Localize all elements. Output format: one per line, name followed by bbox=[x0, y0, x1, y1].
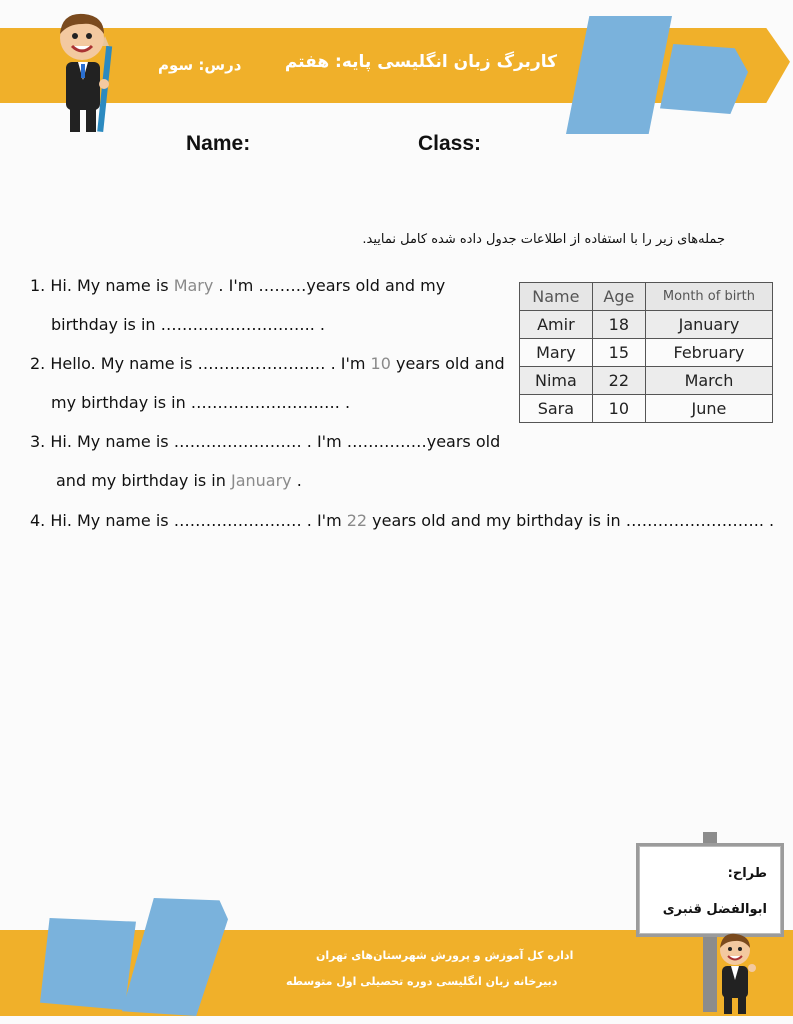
table-cell: 15 bbox=[592, 339, 645, 367]
sentence-3-line-2 bbox=[56, 471, 302, 490]
table-cell: 22 bbox=[592, 367, 645, 395]
info-table bbox=[519, 282, 773, 423]
sentence-text: and my birthday is in bbox=[56, 471, 231, 490]
sentence-text: 4. Hi. My name is …………………… . I'm bbox=[30, 511, 347, 530]
name-field-label: Name: bbox=[186, 132, 251, 155]
sentence-text: years old and my birthday is in …………………….. . bbox=[367, 511, 775, 530]
sentence-text: years old and bbox=[390, 354, 505, 373]
given-month: January bbox=[230, 471, 292, 490]
footer-tag-left bbox=[40, 918, 136, 1010]
class-field-label: Class: bbox=[418, 132, 482, 155]
sentence-4 bbox=[30, 511, 774, 530]
table-cell: 10 bbox=[592, 395, 645, 423]
column-header: Name bbox=[520, 283, 593, 311]
worksheet-title: کاربرگ زبان انگلیسی پایه: هفتم bbox=[284, 52, 557, 72]
table-cell: June bbox=[645, 395, 772, 423]
table-cell: Mary bbox=[520, 339, 593, 367]
sentence-2-line-1 bbox=[30, 354, 505, 373]
column-header: Age bbox=[592, 283, 645, 311]
sentence-text: . I'm ………years old and my bbox=[213, 276, 446, 295]
sentence-1-line-2: birthday is in ……………………….. . bbox=[51, 315, 325, 334]
table-cell: Sara bbox=[520, 395, 593, 423]
instruction-text: جمله‌های زیر را با استفاده از اطلاعات جدول داده شده کامل نمایید. bbox=[362, 232, 725, 247]
lesson-label: درس: سوم bbox=[158, 56, 242, 74]
table-row bbox=[520, 311, 773, 339]
given-age: 10 bbox=[370, 354, 391, 373]
teacher-with-pencil-icon bbox=[44, 6, 124, 136]
header-tag-small bbox=[660, 44, 748, 114]
designer-name: ابوالفضل قنبری bbox=[662, 902, 767, 917]
designer-label: طراح: bbox=[727, 866, 767, 881]
teacher-with-sign-icon bbox=[712, 928, 762, 1016]
table-cell: Nima bbox=[520, 367, 593, 395]
footer-line-1: اداره کل آموزش و پرورش شهرستان‌های تهران bbox=[316, 949, 574, 962]
footer-line-2: دبیرخانه زبان انگلیسی دوره تحصیلی اول متوسطه bbox=[286, 975, 558, 988]
designer-board bbox=[636, 843, 784, 937]
table-cell: 18 bbox=[592, 311, 645, 339]
sentence-2-line-2: my birthday is in ………………………. . bbox=[51, 393, 351, 412]
sentence-text: . bbox=[291, 471, 302, 490]
table-header-row bbox=[520, 283, 773, 311]
sentence-1-line-1 bbox=[30, 276, 445, 295]
table-cell: February bbox=[645, 339, 772, 367]
table-cell: Amir bbox=[520, 311, 593, 339]
table-cell: January bbox=[645, 311, 772, 339]
sentence-3-line-1: 3. Hi. My name is …………………… . I'm ……………years old bbox=[30, 432, 501, 451]
given-age: 22 bbox=[346, 511, 368, 530]
table-row bbox=[520, 367, 773, 395]
column-header: Month of birth bbox=[645, 283, 772, 311]
sentence-text: 2. Hello. My name is …………………… . I'm bbox=[30, 354, 371, 373]
table-row bbox=[520, 339, 773, 367]
table-row bbox=[520, 395, 773, 423]
given-name: Mary bbox=[173, 276, 214, 295]
table-cell: March bbox=[645, 367, 772, 395]
sentence-text: 1. Hi. My name is bbox=[30, 276, 174, 295]
